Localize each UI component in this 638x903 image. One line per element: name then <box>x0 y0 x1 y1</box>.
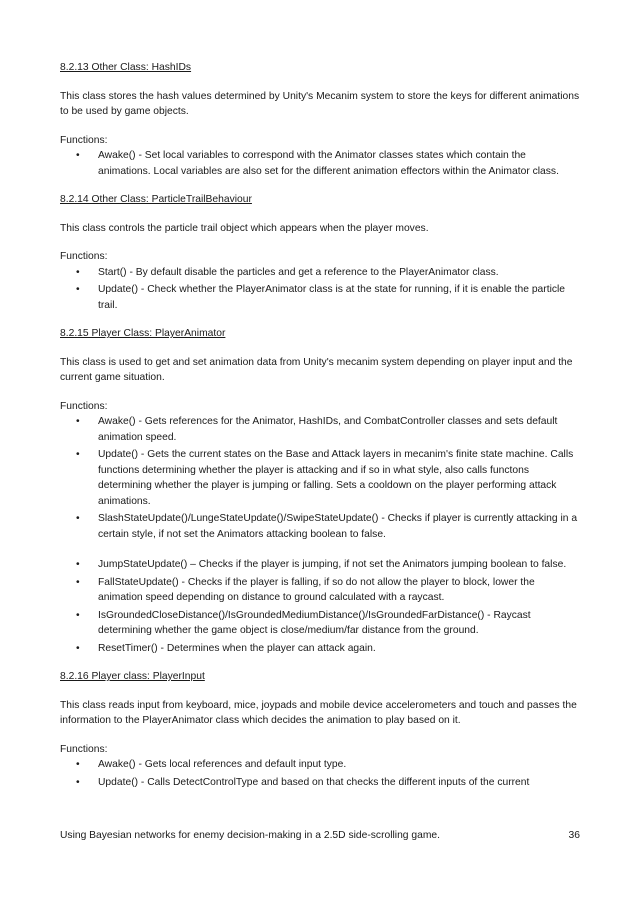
section-description: This class reads input from keyboard, mice, joypads and mobile device accelerometers and touch and passes the information to the PlayerAnimator class which decides the animation to play based on it. <box>60 699 577 726</box>
functions-label: Functions: <box>60 400 108 412</box>
list-item: • SlashStateUpdate()/LungeStateUpdate()/SwipeStateUpdate() - Checks if player is currently attacking in a certain style, if not set the Animators attacking boolean to false. <box>60 511 580 542</box>
list-item: • Update() - Calls DetectControlType and based on that checks the different inputs of the current <box>60 775 580 791</box>
list-item: • Start() - By default disable the particles and get a reference to the PlayerAnimator class. <box>60 265 580 281</box>
functions-label: Functions: <box>60 743 108 755</box>
footer-title: Using Bayesian networks for enemy decision-making in a 2.5D side-scrolling game. <box>60 830 441 841</box>
function-list <box>60 757 580 790</box>
function-list <box>60 148 580 179</box>
functions-label: Functions: <box>60 134 108 146</box>
page-number: 36 <box>568 830 580 841</box>
section-description: This class stores the hash values determined by Unity's Mecanim system to store the keys for different animations to be used by game objects. <box>60 90 580 117</box>
list-item: • Awake() - Gets local references and default input type. <box>60 757 580 773</box>
function-list <box>60 265 580 314</box>
list-item: • IsGroundedCloseDistance()/IsGroundedMediumDistance()/IsGroundedFarDistance() - Raycast determining whether the game object is close/medium/far distance from the ground. <box>60 608 580 639</box>
list-item: • JumpStateUpdate() – Checks if the player is jumping, if not set the Animators jumping boolean to false. <box>60 557 580 573</box>
list-item: • ResetTimer() - Determines when the player can attack again. <box>60 641 580 657</box>
section-heading: 8.2.13 Other Class: HashIDs <box>60 62 192 73</box>
page-footer <box>60 828 580 844</box>
list-item: • Update() - Check whether the PlayerAnimator class is at the state for running, if it is enable the particle trail. <box>60 282 580 313</box>
function-list <box>60 414 580 656</box>
list-item: • Update() - Gets the current states on the Base and Attack layers in mecanim's finite state machine. Calls functions determining whether the player is attacking and if so in what style, also calls functons determining whether the player is jumping or falling. Sets a cooldown on the player performing attack animations. <box>60 447 580 509</box>
document-body <box>60 60 580 803</box>
list-item: • Awake() - Gets references for the Animator, HashIDs, and CombatController classes and sets default animation speed. <box>60 414 580 445</box>
section-heading: 8.2.14 Other Class: ParticleTrailBehaviour <box>60 194 252 205</box>
section-description: This class controls the particle trail object which appears when the player moves. <box>60 222 429 234</box>
section-heading: 8.2.15 Player Class: PlayerAnimator <box>60 328 226 339</box>
section-heading: 8.2.16 Player class: PlayerInput <box>60 671 205 682</box>
section-description: This class is used to get and set animation data from Unity's mecanim system depending on player input and the current game situation. <box>60 356 573 383</box>
list-item: • FallStateUpdate() - Checks if the player is falling, if so do not allow the player to block, lower the animation speed depending on distance to ground calculated with a raycast. <box>60 575 580 606</box>
list-item: • Awake() - Set local variables to correspond with the Animator classes states which contain the animations. Local variables are also set for the different animation effectors within the Animator class. <box>60 148 580 179</box>
functions-label: Functions: <box>60 251 108 262</box>
